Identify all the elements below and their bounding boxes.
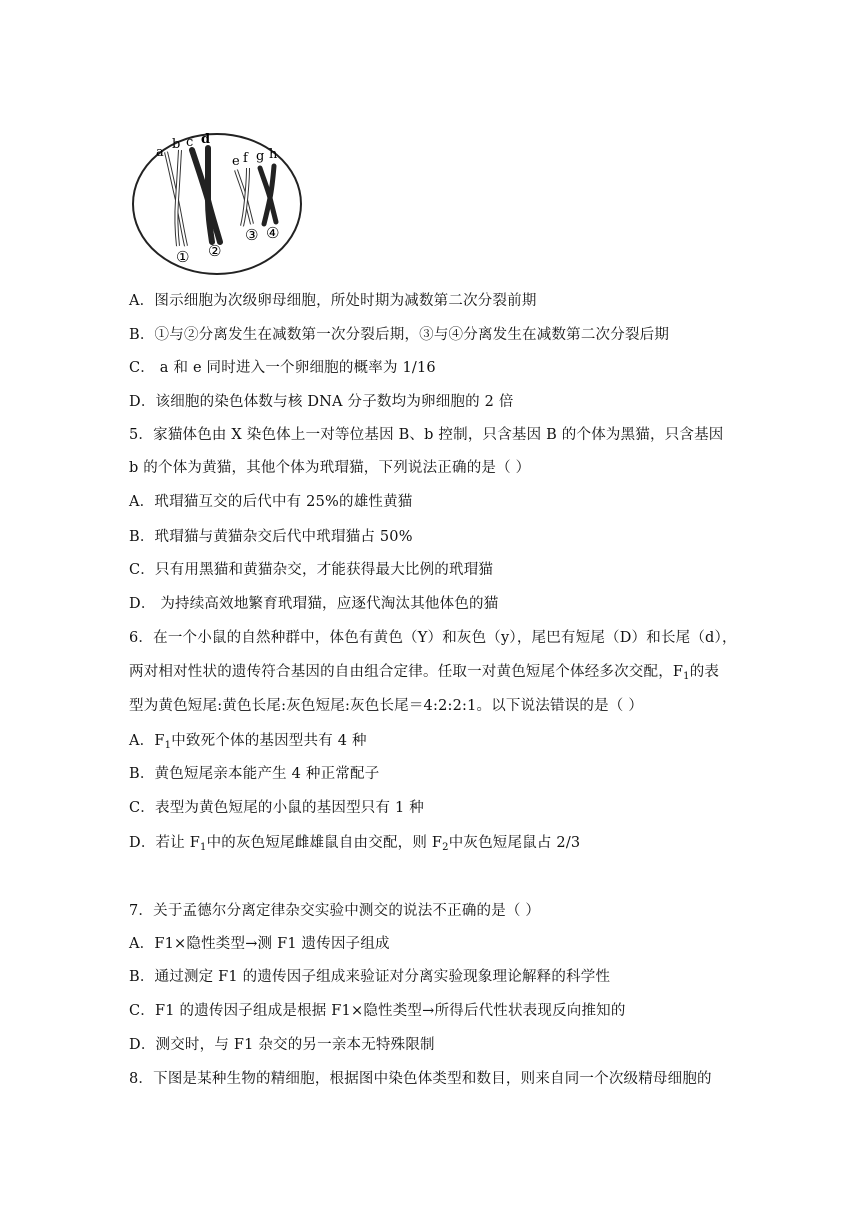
- q4-option-c: C． a 和 e 同时进入一个卵细胞的概率为 1/16: [129, 360, 436, 376]
- label-b: b: [172, 137, 181, 152]
- q6-stem-line-2: 两对相对性状的遗传符合基因的自由组合定律。任取一对黄色短尾个体经多次交配，$F_1$的表: [129, 664, 720, 682]
- q7-stem: 7．关于孟德尔分离定律杂交实验中测交的说法不正确的是（ ）: [129, 903, 541, 919]
- q6-stem-line-1: 6．在一个小鼠的自然种群中，体色有黄色（Y）和灰色（y），尾巴有短尾（D）和长尾（d），: [129, 630, 737, 646]
- q5-option-a: A．玳瑁猫互交的后代中有 25%的雄性黄猫: [129, 494, 413, 510]
- q6-option-c: C．表型为黄色短尾的小鼠的基因型只有 1 种: [129, 800, 424, 816]
- chromosome-3: [236, 168, 252, 226]
- chromosome-4: [260, 166, 276, 224]
- q8-stem: 8．下图是某种生物的精细胞，根据图中染色体类型和数目，则来自同一个次级精母细胞的: [129, 1071, 712, 1087]
- q5-option-c: C．只有用黑猫和黄猫杂交，才能获得最大比例的玳瑁猫: [129, 562, 494, 578]
- q7-option-a: A．F1×隐性类型→测 F1 遗传因子组成: [129, 936, 390, 952]
- q7-option-b: B．通过测定 F1 的遗传因子组成来验证对分离实验现象理论解释的科学性: [129, 969, 611, 985]
- number-3: ③: [245, 226, 259, 244]
- number-4: ④: [266, 224, 280, 242]
- cell-diagram: [128, 128, 306, 276]
- label-c: c: [186, 135, 194, 150]
- q5-stem-line-1: 5．家猫体色由 X 染色体上一对等位基因 B、b 控制，只含基因 B 的个体为黑猫，只含基因: [129, 427, 724, 443]
- q4-option-d: D．该细胞的染色体数与核 DNA 分子数均为卵细胞的 2 倍: [129, 394, 514, 410]
- q6-stem-line-3: 型为黄色短尾:黄色长尾:灰色短尾:灰色长尾＝4:2:2:1。以下说法错误的是（ ）: [129, 698, 644, 714]
- label-h: h: [269, 147, 278, 162]
- q7-option-d: D．测交时，与 F1 杂交的另一亲本无特殊限制: [129, 1037, 435, 1053]
- chromosome-2: [192, 148, 220, 242]
- q4-option-b: B．①与②分离发生在减数第一次分裂后期，③与④分离发生在减数第二次分裂后期: [129, 327, 670, 343]
- q7-option-c: C．F1 的遗传因子组成是根据 F1×隐性类型→所得后代性状表现反向推知的: [129, 1003, 626, 1019]
- label-d: d: [201, 132, 211, 147]
- q6-option-a: A．$F_1$中致死个体的基因型共有 4 种: [129, 733, 367, 751]
- label-e: e: [232, 154, 240, 169]
- q5-stem-line-2: b 的个体为黄猫，其他个体为玳瑁猫，下列说法正确的是（ ）: [129, 460, 531, 476]
- q5-option-d: D． 为持续高效地繁育玳瑁猫，应逐代淘汰其他体色的猫: [129, 596, 499, 612]
- q5-option-b: B．玳瑁猫与黄猫杂交后代中玳瑁猫占 50%: [129, 529, 413, 545]
- label-a: a: [156, 145, 164, 160]
- q6-option-d: D．若让 $F_1$中的灰色短尾雌雄鼠自由交配，则 $F_2$中灰色短尾鼠占 2/3: [129, 835, 581, 853]
- number-1: ①: [176, 248, 190, 266]
- chromosome-1: [166, 150, 186, 246]
- label-g: g: [256, 149, 265, 164]
- q4-option-a: A．图示细胞为次级卵母细胞，所处时期为减数第二次分裂前期: [129, 293, 537, 309]
- number-2: ②: [208, 242, 222, 260]
- q6-option-b: B．黄色短尾亲本能产生 4 种正常配子: [129, 766, 380, 782]
- label-f: f: [243, 151, 248, 166]
